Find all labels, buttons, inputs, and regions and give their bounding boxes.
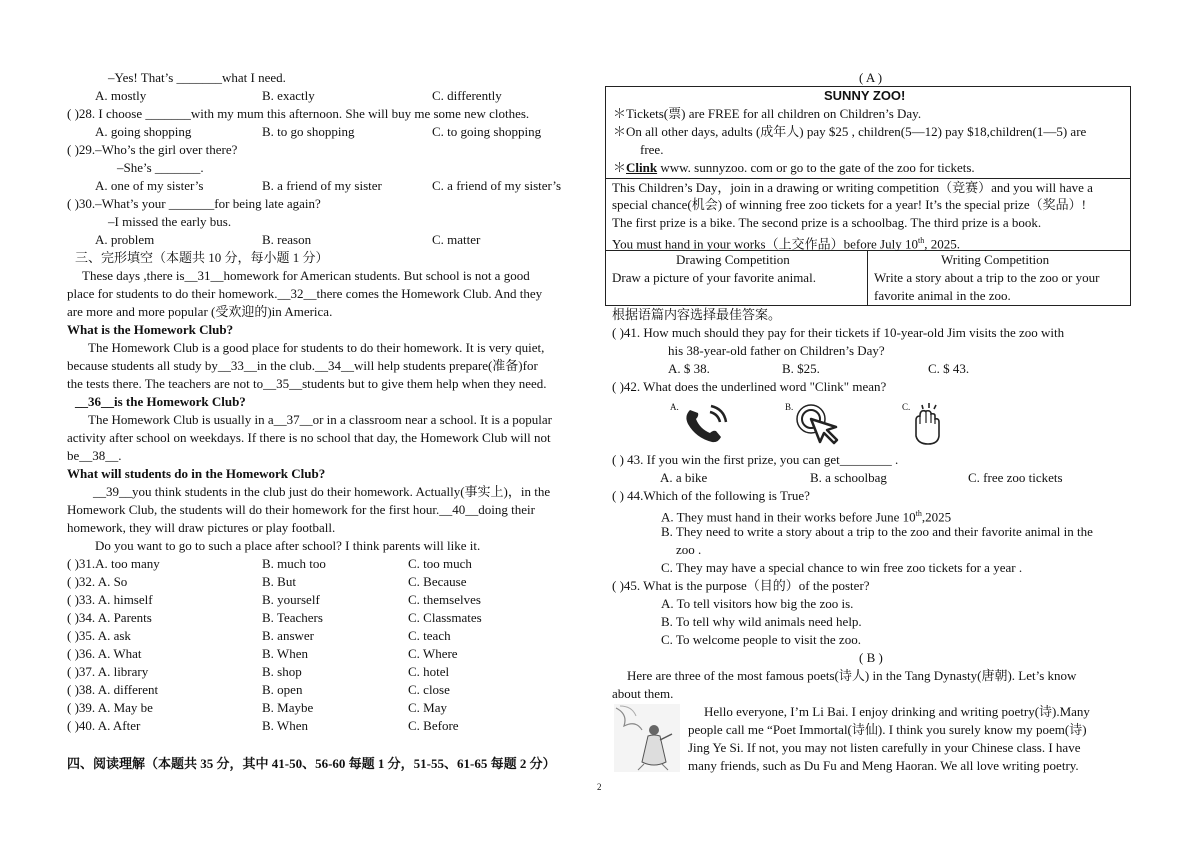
left-text-line: These days ,there is__31__homework for American students. But school is not a good xyxy=(82,268,530,283)
poster-text: This Children’s Day，join in a drawing or writing competition（竞赛）and you will have a xyxy=(612,180,1093,195)
poster-text: free. xyxy=(640,142,664,157)
left-text-line: because students all study by__33__in the club.__34__will help students prepare(准备)for xyxy=(67,358,538,373)
li-bai-illustration xyxy=(614,704,680,772)
left-text-line: The Homework Club is usually in a__37__or in a classroom near a school. It is a popular xyxy=(88,412,552,427)
cloze-option: ( )37. A. library xyxy=(67,664,149,679)
section-4-heading: 四、阅读理解（本题共 35 分，其中 41-50、56-60 每题 1 分，51-55、61-65 每题 2 分） xyxy=(67,756,556,771)
li-bai-text: many friends, such as Du Fu and Meng Haoran. We all love writing poetry. xyxy=(688,758,1079,773)
left-text-line: What is the Homework Club? xyxy=(67,322,234,337)
writing-competition-heading: Writing Competition xyxy=(941,252,1050,267)
knock-fist-icon xyxy=(908,402,948,446)
poster-text: ＊On all other days, adults (成年人) pay $25 , children(5—12) pay $18,children(1—5) are xyxy=(613,124,1087,139)
cloze-option: C. hotel xyxy=(408,664,450,679)
cloze-option: B. open xyxy=(262,682,303,697)
cloze-option: C. close xyxy=(408,682,450,697)
question-45: ( )45. What is the purpose（目的）of the poster? xyxy=(612,578,870,593)
option: C. To welcome people to visit the zoo. xyxy=(661,632,861,647)
cloze-option: ( )39. A. May be xyxy=(67,700,153,715)
left-text-line: B. a friend of my sister xyxy=(262,178,382,193)
left-text-line: A. problem xyxy=(95,232,155,247)
cloze-option: ( )38. A. different xyxy=(67,682,159,697)
cloze-option: ( )36. A. What xyxy=(67,646,142,661)
cloze-option: ( )35. A. ask xyxy=(67,628,131,643)
instruction: 根据语篇内容选择最佳答案。 xyxy=(612,307,782,322)
left-text-line: ( )28. I choose _______with my mum this afternoon. She will buy me some new clothes. xyxy=(67,106,530,121)
drawing-competition-heading: Drawing Competition xyxy=(676,252,790,267)
option: A. To tell visitors how big the zoo is. xyxy=(661,596,854,611)
cloze-option: B. answer xyxy=(262,628,314,643)
option-label: B. xyxy=(785,402,794,412)
left-text-line: Homework Club, the students will do their homework for the first hour.__40__doing their xyxy=(67,502,535,517)
cloze-option: ( )33. A. himself xyxy=(67,592,153,607)
left-text-line: are more and more popular (受欢迎的)in America. xyxy=(67,304,333,319)
left-text-line: homework, they will draw pictures or play football. xyxy=(67,520,336,535)
passage-a-label: ( A ) xyxy=(859,70,883,85)
left-text-line: C. to going shopping xyxy=(432,124,542,139)
phone-icon xyxy=(680,402,732,446)
cloze-option: ( )40. A. After xyxy=(67,718,141,733)
left-text-line: be__38__. xyxy=(67,448,122,463)
cloze-option: C. Before xyxy=(408,718,459,733)
clink-word: Clink xyxy=(626,160,658,175)
drawing-competition-text: Draw a picture of your favorite animal. xyxy=(612,270,816,285)
li-bai-text: Hello everyone, I’m Li Bai. I enjoy drinking and writing poetry(诗).Many xyxy=(704,704,1090,719)
passage-b-label: ( B ) xyxy=(859,650,883,665)
left-text-line: place for students to do their homework.__32__there comes the Homework Club. And they xyxy=(67,286,543,301)
poster-text: ＊Clink www. sunnyzoo. com or go to the gate of the zoo for tickets. xyxy=(613,160,975,175)
poster-title: SUNNY ZOO! xyxy=(824,88,906,103)
cloze-option: C. Because xyxy=(408,574,467,589)
poster-col-divider xyxy=(867,250,868,305)
question-41: his 38-year-old father on Children’s Day? xyxy=(668,343,885,358)
question-44: ( ) 44.Which of the following is True? xyxy=(612,488,810,503)
left-text-line: the tests there. The teachers are not to__35__students but to give them help when they need. xyxy=(67,376,547,391)
option: B. They need to write a story about a trip to the zoo and their favorite animal in the xyxy=(661,524,1093,539)
left-text-line: ( )30.–What’s your _______for being late again? xyxy=(67,196,321,211)
option: B. To tell why wild animals need help. xyxy=(661,614,862,629)
option: B. $25. xyxy=(782,361,820,376)
option-label: C. xyxy=(902,402,911,412)
cloze-option: B. Maybe xyxy=(262,700,314,715)
left-text-line: –Yes! That’s _______what I need. xyxy=(108,70,286,85)
cloze-option: C. themselves xyxy=(408,592,481,607)
option: C. free zoo tickets xyxy=(968,470,1063,485)
cloze-option: C. too much xyxy=(408,556,472,571)
li-bai-text: Jing Ye Si. If not, you may not listen carefully in your Chinese class. I have xyxy=(688,740,1081,755)
passage-b-intro: about them. xyxy=(612,686,674,701)
cloze-option: ( )34. A. Parents xyxy=(67,610,152,625)
left-text-line: B. reason xyxy=(262,232,312,247)
left-text-line: The Homework Club is a good place for students to do their homework. It is very quiet, xyxy=(88,340,545,355)
cloze-option: C. teach xyxy=(408,628,451,643)
cloze-option: ( )32. A. So xyxy=(67,574,128,589)
cloze-option: B. much too xyxy=(262,556,326,571)
question-43: ( ) 43. If you win the first prize, you can get________ . xyxy=(612,452,899,467)
cloze-option: B. When xyxy=(262,646,308,661)
poster-text: The first prize is a bike. The second prize is a schoolbag. The third prize is a book. xyxy=(612,215,1042,230)
left-text-line: C. a friend of my sister’s xyxy=(432,178,562,193)
question-41: ( )41. How much should they pay for their tickets if 10-year-old Jim visits the zoo with xyxy=(612,325,1065,340)
passage-b-intro: Here are three of the most famous poets(诗人) in the Tang Dynasty(唐朝). Let’s know xyxy=(627,668,1077,683)
cloze-option: B. But xyxy=(262,574,296,589)
left-text-line: C. differently xyxy=(432,88,502,103)
option: C. They may have a special chance to win free zoo tickets for a year . xyxy=(661,560,1023,575)
click-cursor-icon xyxy=(794,402,846,446)
left-text-line: activity after school on weekdays. If there is no school that day, the Homework Club will not xyxy=(67,430,551,445)
left-text-line: C. matter xyxy=(432,232,481,247)
cloze-option: B. yourself xyxy=(262,592,320,607)
poster-text: special chance(机会) of winning free zoo tickets for a year! It’s the special prize（奖品）! xyxy=(612,197,1086,212)
cloze-option: C. Where xyxy=(408,646,458,661)
option: B. a schoolbag xyxy=(810,470,887,485)
left-text-line: __36__is the Homework Club? xyxy=(75,394,246,409)
left-text-line: 三、完形填空（本题共 10 分，每小题 1 分） xyxy=(75,250,329,265)
left-text-line: A. one of my sister’s xyxy=(95,178,204,193)
writing-competition-text: favorite animal in the zoo. xyxy=(874,288,1011,303)
left-text-line: B. exactly xyxy=(262,88,315,103)
option: A. They must hand in their works before June 10th,2025 xyxy=(661,509,952,525)
option: A. a bike xyxy=(660,470,708,485)
question-42: ( )42. What does the underlined word "Clink" mean? xyxy=(612,379,887,394)
cloze-option: B. shop xyxy=(262,664,302,679)
cloze-option: ( )31.A. too many xyxy=(67,556,160,571)
cloze-option: B. Teachers xyxy=(262,610,323,625)
cloze-option: B. When xyxy=(262,718,308,733)
left-text-line: –I missed the early bus. xyxy=(108,214,232,229)
left-text-line: A. going shopping xyxy=(95,124,192,139)
poster-text: You must hand in your works（上交作品）before July 10th, 2025. xyxy=(612,236,960,252)
poster-divider xyxy=(605,178,1130,179)
left-text-line: ( )29.–Who’s the girl over there? xyxy=(67,142,238,157)
left-text-line: __39__you think students in the club just do their homework. Actually(事实上)，in the xyxy=(93,484,551,499)
option-label: A. xyxy=(670,402,679,412)
li-bai-text: people call me “Poet Immortal(诗仙). I think you surely know my poem(诗) xyxy=(688,722,1087,737)
cloze-option: C. May xyxy=(408,700,447,715)
page-number: 2 xyxy=(597,782,602,792)
left-text-line: –She’s _______. xyxy=(117,160,204,175)
left-text-line: B. to go shopping xyxy=(262,124,355,139)
cloze-option: C. Classmates xyxy=(408,610,482,625)
writing-competition-text: Write a story about a trip to the zoo or your xyxy=(874,270,1100,285)
option: A. $ 38. xyxy=(668,361,710,376)
left-text-line: What will students do in the Homework Club? xyxy=(67,466,326,481)
left-text-line: A. mostly xyxy=(95,88,147,103)
option: zoo . xyxy=(676,542,702,557)
option: C. $ 43. xyxy=(928,361,970,376)
poster-text: ＊Tickets(票) are FREE for all children on Children’s Day. xyxy=(613,106,922,121)
left-text-line: Do you want to go to such a place after school? I think parents will like it. xyxy=(95,538,481,553)
